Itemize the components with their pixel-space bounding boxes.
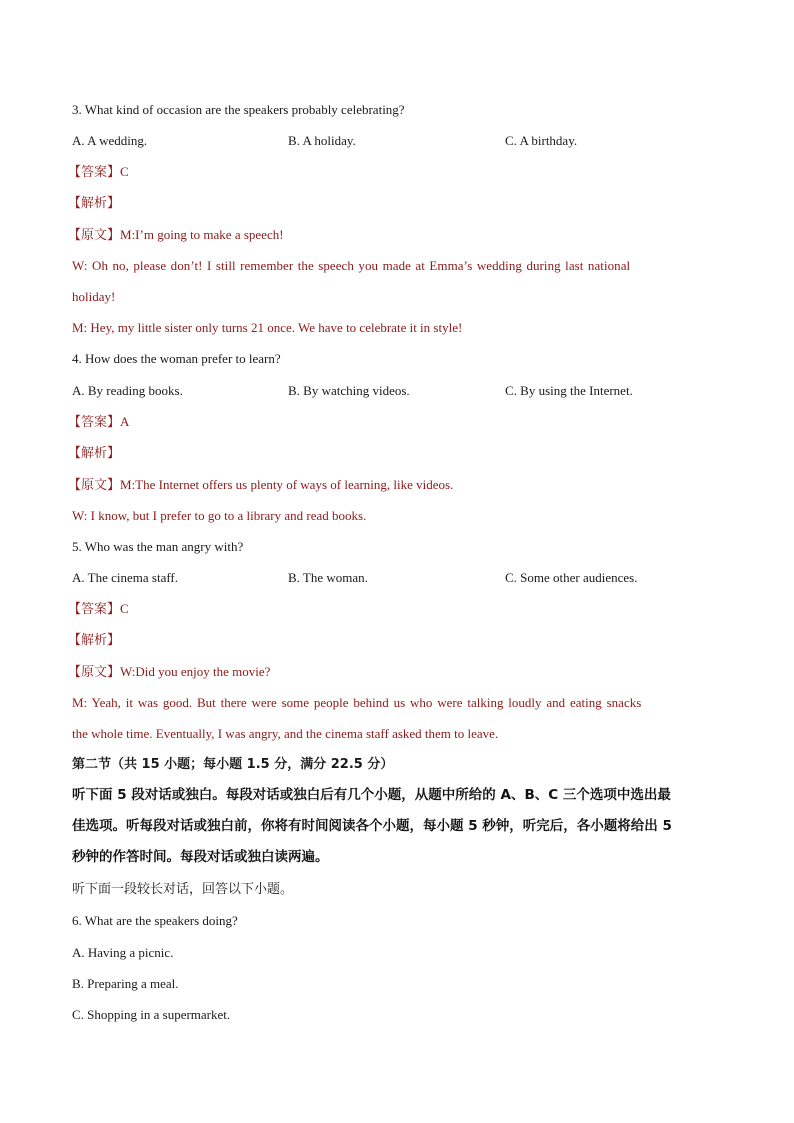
analysis-tag: 【解析】: [68, 196, 121, 211]
original-tag: 【原文】: [68, 478, 121, 493]
q5-option-c: C. Some other audiences.: [505, 570, 638, 585]
q4-option-a: A. By reading books.: [72, 383, 183, 398]
q3-option-b: B. A holiday.: [288, 133, 356, 148]
q5-answer: C: [120, 601, 129, 616]
q3-transcript-line-2: holiday!: [72, 289, 116, 304]
q3-option-a: A. A wedding.: [72, 133, 148, 148]
q4-option-c: C. By using the Internet.: [505, 383, 633, 398]
q3-answer: C: [120, 164, 129, 179]
q5-original-line: [68, 662, 676, 682]
q3-transcript-first: M:I’m going to make a speech!: [120, 227, 284, 242]
analysis-tag: 【解析】: [68, 633, 121, 648]
q6-option-b: B. Preparing a meal.: [72, 976, 179, 991]
document-page: [68, 0, 676, 1123]
answer-tag: 【答案】: [68, 602, 121, 617]
analysis-tag: 【解析】: [68, 446, 121, 461]
q5-option-b: B. The woman.: [288, 570, 368, 585]
q4-transcript-line-1: W: I know, but I prefer to go to a library and read books.: [72, 508, 367, 523]
section-2-instructions: 听下面 5 段对话或独白。每段对话或独白后有几个小题，从题中所给的 A、B、C 三个选项中选出最佳选项。听每段对话或独白前，你将有时间阅读各个小题，每小题 5 秒钟，听完后，各小题将给出 5 秒钟的作答时间。每段对话或独白读两遍。: [72, 787, 672, 865]
question-4: 4. How does the woman prefer to learn?: [72, 351, 281, 366]
section-2-intro: 听下面一段较长对话，回答以下小题。: [72, 882, 294, 897]
q3-transcript-line-1: W: Oh no, please don’t! I still remember the speech you made at Emma’s wedding during last national: [72, 258, 631, 273]
question-3-options: [72, 131, 676, 151]
q6-option-c: C. Shopping in a supermarket.: [72, 1007, 231, 1022]
q3-original-line: [68, 225, 676, 245]
q3-answer-line: [68, 162, 676, 182]
question-4-options: [72, 381, 676, 401]
question-3: 3. What kind of occasion are the speakers probably celebrating?: [72, 102, 405, 117]
q4-analysis-line: [68, 443, 676, 463]
q4-option-b: B. By watching videos.: [288, 383, 410, 398]
question-6: 6. What are the speakers doing?: [72, 913, 238, 928]
q3-option-c: C. A birthday.: [505, 133, 578, 148]
q4-transcript-first: M:The Internet offers us plenty of ways of learning, like videos.: [120, 477, 454, 492]
answer-tag: 【答案】: [68, 165, 121, 180]
q4-original-line: [68, 475, 676, 495]
answer-tag: 【答案】: [68, 415, 121, 430]
q5-option-a: A. The cinema staff.: [72, 570, 179, 585]
q6-option-a: A. Having a picnic.: [72, 945, 174, 960]
q5-analysis-line: [68, 630, 676, 650]
q5-answer-line: [68, 599, 676, 619]
q5-transcript-line-1: M: Yeah, it was good. But there were some people behind us who were talking loudly and eating snacks: [72, 695, 642, 710]
q3-analysis-line: [68, 193, 676, 213]
section-2-heading: 第二节（共 15 小题；每小题 1.5 分，满分 22.5 分）: [72, 757, 394, 772]
q3-transcript-line-3: M: Hey, my little sister only turns 21 once. We have to celebrate it in style!: [72, 320, 463, 335]
original-tag: 【原文】: [68, 228, 121, 243]
q4-answer-line: [68, 412, 676, 432]
q5-transcript-line-2: the whole time. Eventually, I was angry, and the cinema staff asked them to leave.: [72, 726, 499, 741]
question-5-options: [72, 568, 676, 588]
q5-transcript-first: W:Did you enjoy the movie?: [120, 664, 271, 679]
q4-answer: A: [120, 414, 130, 429]
original-tag: 【原文】: [68, 665, 121, 680]
question-5: 5. Who was the man angry with?: [72, 539, 244, 554]
